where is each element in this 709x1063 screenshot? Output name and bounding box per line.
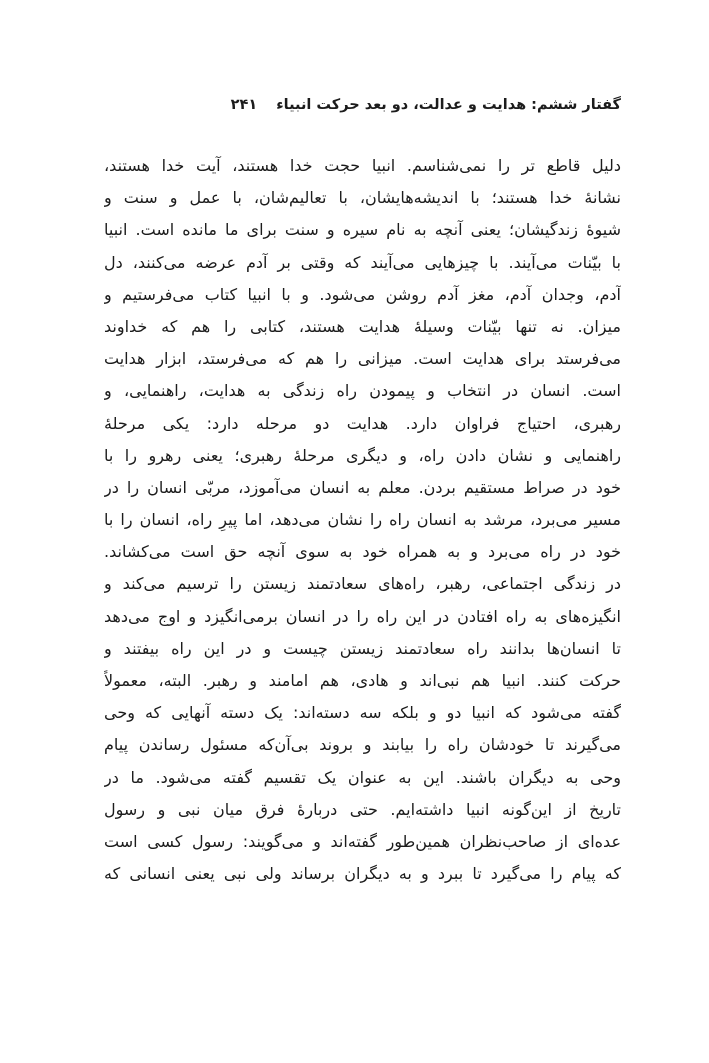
body-line: تا انسان‌ها بدانند راه سعادتمند زیستن چیست و در این راه بیفتند و xyxy=(104,638,621,658)
body-line: دلیل قاطع تر را نمی‌شناسم. انبیا حجت خدا هستند، آیت خدا هستند، xyxy=(104,156,621,175)
body-line: شیوهٔ زندگیشان؛ یعنی آنچه به نام سیره و سنت برای ما مانده است. انبیا xyxy=(104,220,621,240)
body-line: راهنمایی و نشان دادن راه، و دیگری مرحلهٔ رهبری؛ یعنی رهرو را با xyxy=(104,445,621,465)
body-line: گفته می‌شود که انبیا دو و بلکه سه دسته‌اند: یک دسته آنهایی که وحی xyxy=(104,703,621,723)
body-line: آدم، وجدان آدم، مغز آدم روشن می‌شود. و با انبیا کتاب می‌فرستیم و xyxy=(104,284,621,304)
body-line: با بیّنات می‌آیند. با چیزهایی می‌آیند که وقتی بر آدم عرضه می‌کنند، دل xyxy=(104,252,621,272)
body-line: وحی به دیگران باشند. این به عنوان یک تقسیم گفته می‌شود. ما در xyxy=(104,767,621,787)
body-line: تاریخ از این‌گونه انبیا داشته‌ایم. حتی دربارهٔ فرق میان نبی و رسول xyxy=(104,799,621,819)
body-line: خود در راه می‌برد و به همراه خود به سوی آنچه حق است می‌کشاند. xyxy=(104,542,621,562)
body-line: می‌فرستد برای هدایت است. میزانی را هم که می‌فرستد، ابزار هدایت xyxy=(104,349,621,369)
body-line: رهبری، احتیاج فراوان دارد. هدایت دو مرحله دارد: یکی مرحلهٔ xyxy=(104,413,621,433)
body-text xyxy=(104,150,621,890)
body-line: که پیام را می‌گیرد تا ببرد و به دیگران برساند ولی نبی یعنی انسانی که xyxy=(104,864,621,884)
body-line: در زندگی اجتماعی، رهبر، راه‌های سعادتمند زیستن را ترسیم می‌کند و xyxy=(104,574,621,594)
body-line: خود در صراط مستقیم بردن. معلم به انسان می‌آموزد، مربّی انسان را در xyxy=(104,477,621,497)
body-line: است. انسان در انتخاب و پیمودن راه زندگی به هدایت، راهنمایی، و xyxy=(104,381,621,401)
body-line: مسیر می‌برد، مرشد به انسان راه را نشان می‌دهد، اما پیرِ راه، انسان را با xyxy=(104,510,621,530)
body-line: انگیزه‌های به راه افتادن در این راه را در انسان برمی‌انگیزد و اوج می‌دهد xyxy=(104,606,621,626)
body-line: میزان. نه تنها بیّنات وسیلهٔ هدایت هستند، کتابی را هم که خداوند xyxy=(104,316,621,336)
page-number: ۲۴۱ xyxy=(230,97,258,113)
running-header xyxy=(104,97,621,113)
body-line: نشانهٔ خدا هستند؛ با اندیشه‌هایشان، با تعالیم‌شان، با عمل و سنت و xyxy=(104,188,621,208)
chapter-title: گفتار ششم: هدایت و عدالت، دو بعد حرکت انبیاء xyxy=(276,97,621,113)
body-line: می‌گیرند تا خودشان راه را بیابند و بروند بی‌آن‌که مسئول رساندن پیام xyxy=(104,735,621,755)
body-line: عده‌ای از صاحب‌نظران همین‌طور گفته‌اند و می‌گویند: رسول کسی است xyxy=(104,831,621,851)
body-line: حرکت کنند. انبیا هم نبی‌اند و هادی، هم امامند و رهبر. البته، معمولاً xyxy=(104,671,621,690)
